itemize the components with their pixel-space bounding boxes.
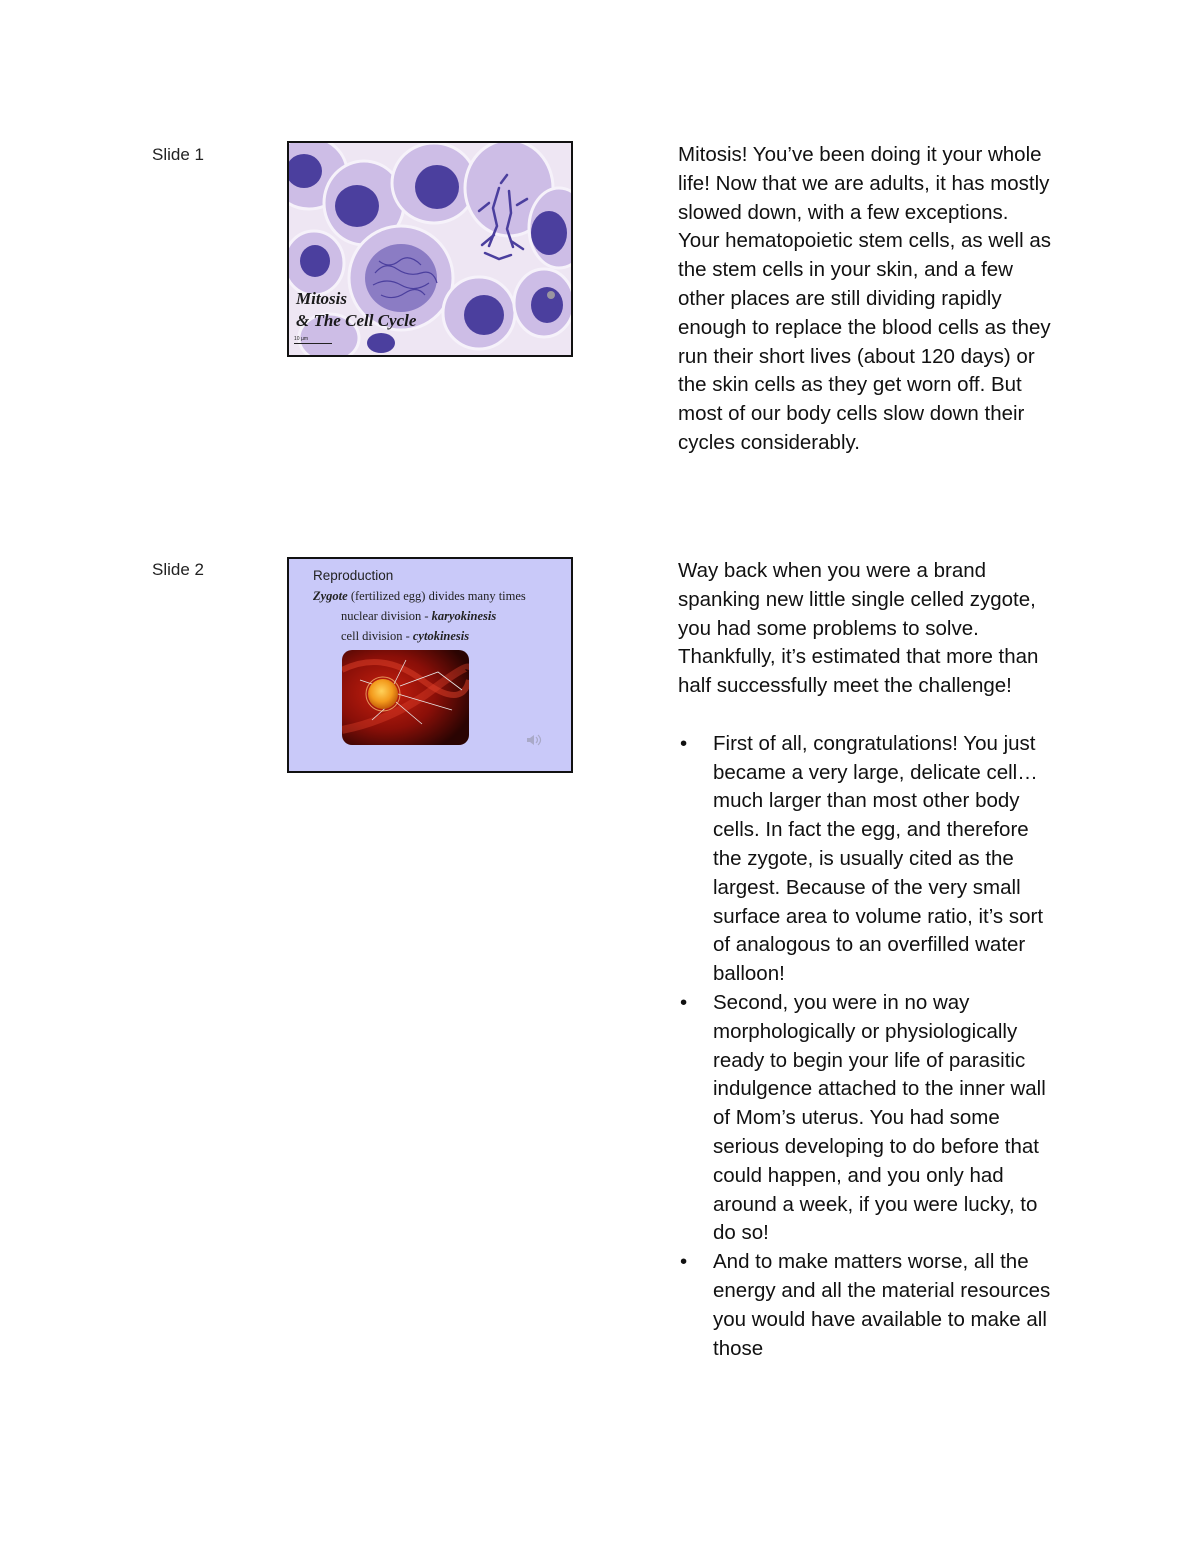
scale-bar-label: 10 µm xyxy=(294,336,308,342)
scale-bar xyxy=(294,343,332,344)
bullet-icon: • xyxy=(680,990,688,1014)
slide-2-thumbnail[interactable] xyxy=(287,557,573,773)
slide-2-line-karyokinesis xyxy=(341,609,496,624)
list-item xyxy=(678,730,1053,989)
slide-2-line-cytokinesis xyxy=(341,629,469,644)
bullet-icon: • xyxy=(680,1250,688,1274)
list-item xyxy=(678,1248,1053,1363)
list-item xyxy=(678,989,1053,1248)
slide-1-notes xyxy=(678,141,1053,458)
nuclear-division-text: nuclear division - xyxy=(341,609,432,623)
slide-1-title-line-1: Mitosis xyxy=(296,289,348,308)
slide-2-line-zygote xyxy=(313,589,526,604)
bullet-icon: • xyxy=(680,731,688,755)
slide-1-label: Slide 1 xyxy=(152,145,204,164)
karyokinesis-term: karyokinesis xyxy=(431,609,497,623)
slide-2-notes-intro: Way back when you were a brand spanking new little single celled zygote, you had some problems to solve. Thankfully, it’s estimated that more than half successfully meet the challenge! xyxy=(678,559,1039,698)
slide-2-notes xyxy=(678,557,1053,1363)
list-item-text: And to make matters worse, all the energy and all the material resources you would have available to make all those xyxy=(713,1250,1051,1360)
slide-2-label: Slide 2 xyxy=(152,560,204,579)
slide-2-notes-bullet-list xyxy=(678,730,1053,1364)
slide-1-notes-paragraph: Mitosis! You’ve been doing it your whole life! Now that we are adults, it has mostly slowed down, with a few exceptions. Your hematopoietic stem cells, as well as the stem cells in your skin, and a few other places are still dividing rapidly enough to replace the blood cells as they run their short lives (about 120 days) or the skin cells as they get worn off. But most of our body cells slow down their cycles considerably. xyxy=(678,143,1051,454)
list-item-text: First of all, congratulations! You just became a very large, delicate cell… much larger than most other body cells. In fact the egg, and therefore the zygote, is usually cited as the largest. Because of the very small surface area to volume ratio, it’s sort of analogous to an overfilled water balloon! xyxy=(713,731,1044,986)
zygote-term: Zygote xyxy=(313,589,348,603)
list-item-text: Second, you were in no way morphologically or physiologically ready to begin your life of parasitic indulgence attached to the inner wall of Mom’s uterus. You had some serious developing to do before that could happen, and you only had around a week, if you were lucky, to do so! xyxy=(713,990,1046,1245)
fertilization-image xyxy=(342,650,469,745)
slide-1-title-line-2: & The Cell Cycle xyxy=(296,311,417,330)
speaker-icon[interactable] xyxy=(526,733,542,752)
cell-division-text: cell division - xyxy=(341,629,413,643)
slide-1-thumbnail[interactable] xyxy=(287,141,573,357)
slide-2-heading: Reproduction xyxy=(313,568,394,583)
zygote-description: (fertilized egg) divides many times xyxy=(347,589,526,603)
slide-1-title xyxy=(296,288,416,332)
cytokinesis-term: cytokinesis xyxy=(412,629,470,643)
